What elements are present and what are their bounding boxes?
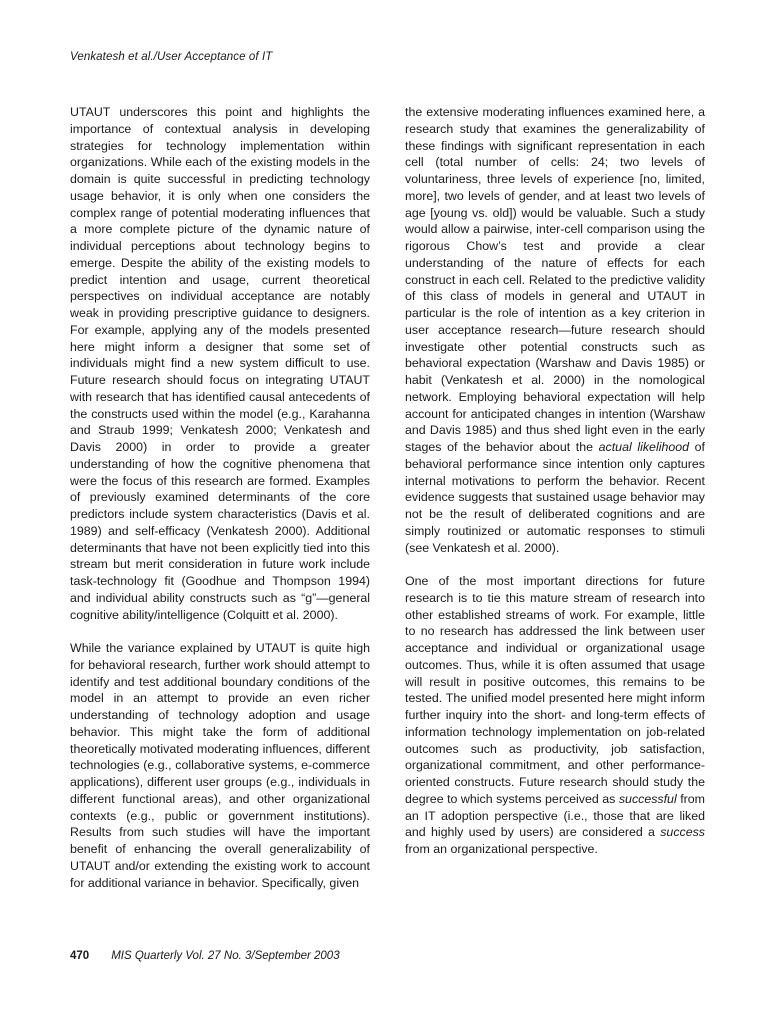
journal-reference: MIS Quarterly Vol. 27 No. 3/September 2003 (111, 950, 340, 962)
text-run: of behavioral performance since intention only captures internal motivations to perform the behavior. Recent evidence suggests that sustained usage behavior may not be the result of deliberated cognitions and are simply routinized or automatic responses to stimuli (see Venkatesh et al. 2000). (405, 440, 706, 555)
right-column (405, 104, 705, 858)
page-footer (70, 950, 340, 962)
text-run: from an IT adoption perspective (i.e., those that are liked and highly used by users) are considered a (405, 791, 706, 840)
body-paragraph (405, 573, 705, 858)
emphasis-text: actual likelihood (598, 440, 690, 454)
emphasis-text: success (660, 825, 705, 840)
page-number: 470 (70, 950, 90, 962)
running-head: Venkatesh et al./User Acceptance of IT (70, 51, 273, 63)
text-run: from an organizational perspective. (405, 842, 598, 856)
body-paragraph: While the variance explained by UTAUT is quite high for behavioral research, further work should attempt to identify and test additional boundary conditions of the model in an attempt to provide an even richer understanding of technology adoption and usage behavior. This might take the form of additional theoretically motivated moderating influences, different technologies (e.g., collaborative systems, e-commerce applications), different user groups (e.g., individuals in different functional areas), and other organizational contexts (e.g., public or government institutions). Results from such studies will have the important benefit of enhancing the overall generalizability of UTAUT and/or extending the existing work to account for additional variance in behavior. Specifically, given (70, 641, 370, 890)
text-run: One of the most important directions for future research is to tie this mature stream of research into other established streams of work. For example, little to no research has addressed the link between user acceptance and individual or organizational usage outcomes. Thus, while it is often assumed that usage will result in positive outcomes, this remains to be tested. The unified model presented here might inform further inquiry into the short- and long-term effects of information technology implementation on job-related outcomes such as productivity, job satisfaction, organizational commitment, and other performance-oriented constructs. Future research should study the degree to which systems perceived as (405, 574, 705, 806)
body-paragraph: UTAUT underscores this point and highlights the importance of contextual analysis in developing strategies for technology implementation within organizations. While each of the existing models in the domain is quite successful in predicting technology usage behavior, it is only when one considers the complex range of potential moderating influences that a more complete picture of the dynamic nature of individual perceptions about technology begins to emerge. Despite the ability of the existing models to predict intention and usage, current theoretical perspectives on individual acceptance are notably weak in providing prescriptive guidance to designers. For example, applying any of the models presented here might inform a designer that some set of individuals might find a new system difficult to use. Future research should focus on integrating UTAUT with research that has identified causal antecedents of the constructs used within the model (e.g., Karahanna and Straub 1999; Venkatesh 2000; Venkatesh and Davis 2000) in order to provide a greater understanding of how the cognitive phenomena that were the focus of this research are formed. Examples of previously examined determinants of the core predictors include system characteristics (Davis et al. 1989) and self-efficacy (Venkatesh 2000). Additional determinants that have not been explicitly tied into this stream but merit consideration in future work include task-technology fit (Goodhue and Thompson 1994) and individual ability constructs such as “g”—general cognitive ability/intelligence (Colquitt et al. 2000). (70, 105, 370, 622)
left-column (70, 104, 370, 891)
text-run: the extensive moderating influences examined here, a research study that examines the generalizability of these findings with significant representation in each cell (total number of cells: 24; two levels of voluntariness, three levels of experience [no, limited, more], two levels of gender, and at least two levels of age [young vs. old]) would be valuable. Such a study would allow a pairwise, inter-cell comparison using the rigorous Chow’s test and provide a clear understanding of the nature of effects for each construct in each cell. Related to the predictive validity of this class of models in general and UTAUT in particular is the role of intention as a key criterion in user acceptance research—future research should investigate other potential constructs such as behavioral expectation (Warshaw and Davis 1985) or habit (Venkatesh et al. 2000) in the nomological network. Employing behavioral expectation will help account for anticipated changes in intention (Warshaw and Davis 1985) and thus shed light even in the early stages of the behavior about the (405, 105, 705, 454)
emphasis-text: successful (618, 791, 677, 806)
body-paragraph (405, 104, 705, 556)
